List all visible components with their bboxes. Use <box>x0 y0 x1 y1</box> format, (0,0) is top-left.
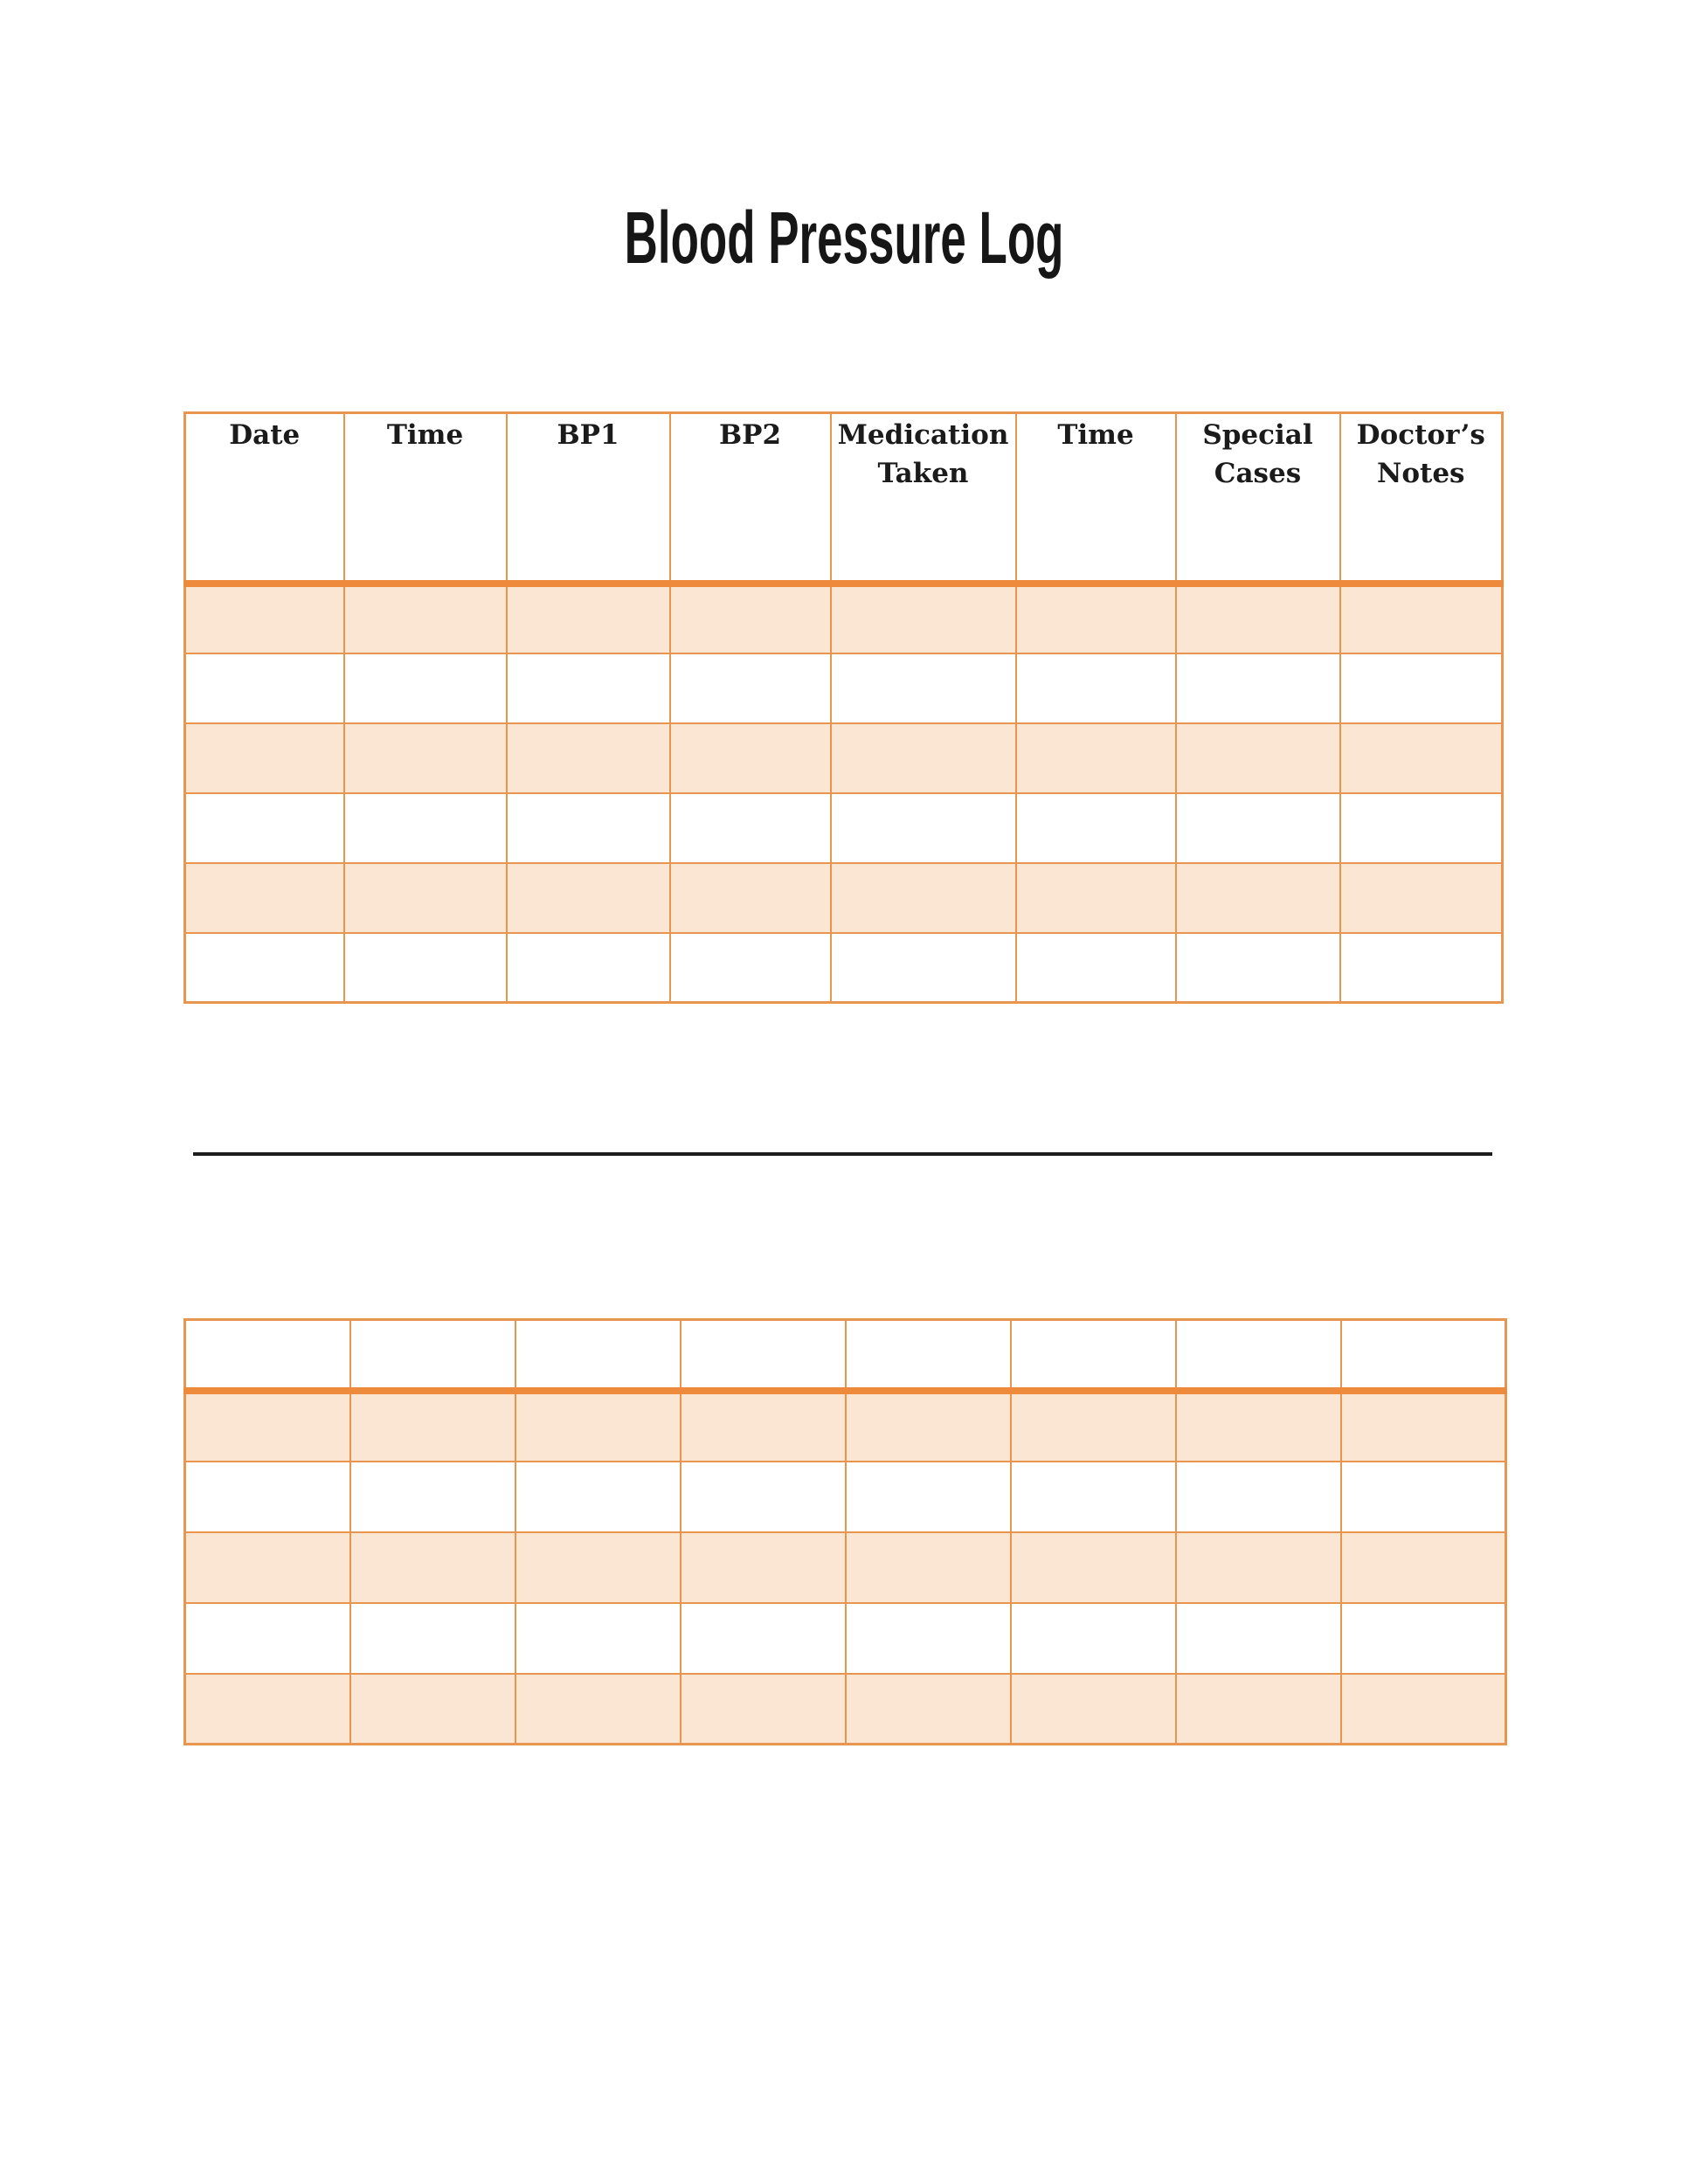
blood-pressure-table-2 <box>183 1318 1507 1745</box>
section-separator-line <box>193 1152 1492 1156</box>
table2-entry-row-5 <box>185 1603 1506 1674</box>
empty-cell <box>1340 653 1503 723</box>
header-cell-bp2: BP2 <box>670 413 831 584</box>
empty-cell <box>1176 1532 1341 1603</box>
empty-cell <box>681 1532 846 1603</box>
empty-cell <box>1011 1603 1176 1674</box>
empty-cell <box>344 584 507 653</box>
empty-cell <box>1341 1320 1506 1391</box>
header-cell-time-2: Time <box>1016 413 1176 584</box>
empty-cell <box>1011 1674 1176 1745</box>
empty-cell <box>670 723 831 793</box>
empty-cell <box>846 1532 1011 1603</box>
table1-entry-row-3 <box>185 723 1503 793</box>
empty-cell <box>350 1320 515 1391</box>
empty-cell <box>1341 1603 1506 1674</box>
empty-cell <box>846 1674 1011 1745</box>
empty-cell <box>350 1391 515 1462</box>
empty-cell <box>1016 933 1176 1003</box>
empty-cell <box>185 793 344 863</box>
empty-cell <box>846 1603 1011 1674</box>
empty-cell <box>344 863 507 933</box>
empty-cell <box>344 653 507 723</box>
empty-cell <box>350 1532 515 1603</box>
empty-cell <box>681 1320 846 1391</box>
empty-cell <box>1340 793 1503 863</box>
empty-cell <box>1176 653 1340 723</box>
empty-cell <box>670 863 831 933</box>
empty-cell <box>344 723 507 793</box>
empty-cell <box>681 1674 846 1745</box>
table1-entry-row-4 <box>185 793 1503 863</box>
empty-cell <box>846 1391 1011 1462</box>
empty-cell <box>831 723 1016 793</box>
empty-cell <box>1011 1462 1176 1532</box>
empty-cell <box>1341 1674 1506 1745</box>
empty-cell <box>507 584 670 653</box>
empty-cell <box>185 1532 350 1603</box>
empty-cell <box>185 653 344 723</box>
empty-cell <box>831 933 1016 1003</box>
empty-cell <box>670 653 831 723</box>
table1-entry-row-6 <box>185 933 1503 1003</box>
empty-cell <box>185 1462 350 1532</box>
empty-cell <box>185 723 344 793</box>
empty-cell <box>515 1320 681 1391</box>
empty-cell <box>1340 933 1503 1003</box>
empty-cell <box>185 1603 350 1674</box>
empty-cell <box>846 1462 1011 1532</box>
empty-cell <box>1176 933 1340 1003</box>
blood-pressure-table-1 <box>183 411 1504 1004</box>
table2-entry-row-4 <box>185 1532 1506 1603</box>
empty-cell <box>1176 1462 1341 1532</box>
table2-entry-row-2 <box>185 1391 1506 1462</box>
empty-cell <box>507 933 670 1003</box>
empty-cell <box>1341 1462 1506 1532</box>
empty-cell <box>350 1462 515 1532</box>
empty-cell <box>1016 793 1176 863</box>
table2-entry-row-6 <box>185 1674 1506 1745</box>
empty-cell <box>1176 1320 1341 1391</box>
empty-cell <box>831 863 1016 933</box>
empty-cell <box>515 1462 681 1532</box>
empty-cell <box>1016 653 1176 723</box>
empty-cell <box>344 793 507 863</box>
page-title <box>0 197 1688 279</box>
empty-cell <box>1016 723 1176 793</box>
empty-cell <box>1011 1391 1176 1462</box>
empty-cell <box>1341 1532 1506 1603</box>
header-cell-bp1: BP1 <box>507 413 670 584</box>
header-cell-medication-taken: Medication Taken <box>831 413 1016 584</box>
empty-cell <box>185 933 344 1003</box>
empty-cell <box>344 933 507 1003</box>
empty-cell <box>1176 1603 1341 1674</box>
empty-cell <box>515 1603 681 1674</box>
empty-cell <box>1176 584 1340 653</box>
table1-entry-row-2 <box>185 653 1503 723</box>
empty-cell <box>1011 1532 1176 1603</box>
empty-cell <box>185 863 344 933</box>
empty-cell <box>1340 584 1503 653</box>
empty-cell <box>1011 1320 1176 1391</box>
empty-cell <box>350 1674 515 1745</box>
empty-cell <box>350 1603 515 1674</box>
empty-cell <box>831 653 1016 723</box>
header-cell-date: Date <box>185 413 344 584</box>
empty-cell <box>1176 863 1340 933</box>
empty-cell <box>831 584 1016 653</box>
empty-cell <box>1176 793 1340 863</box>
empty-cell <box>1176 1674 1341 1745</box>
empty-cell <box>670 933 831 1003</box>
header-cell-time-1: Time <box>344 413 507 584</box>
empty-cell <box>670 584 831 653</box>
empty-cell <box>185 1391 350 1462</box>
empty-cell <box>185 1674 350 1745</box>
empty-cell <box>681 1603 846 1674</box>
empty-cell <box>1340 723 1503 793</box>
table1-entry-row-5 <box>185 863 1503 933</box>
header-cell-special-cases: Special Cases <box>1176 413 1340 584</box>
empty-cell <box>1176 1391 1341 1462</box>
empty-cell <box>515 1532 681 1603</box>
empty-cell <box>507 863 670 933</box>
empty-cell <box>507 723 670 793</box>
empty-cell <box>681 1391 846 1462</box>
empty-cell <box>515 1391 681 1462</box>
table1-header-row <box>185 413 1503 584</box>
empty-cell <box>185 584 344 653</box>
empty-cell <box>681 1462 846 1532</box>
empty-cell <box>1340 863 1503 933</box>
empty-cell <box>670 793 831 863</box>
empty-cell <box>507 793 670 863</box>
empty-cell <box>1016 584 1176 653</box>
empty-cell <box>831 793 1016 863</box>
header-cell-doctors-notes: Doctor’s Notes <box>1340 413 1503 584</box>
empty-cell <box>1016 863 1176 933</box>
table1-entry-row-1 <box>185 584 1503 653</box>
empty-cell <box>1176 723 1340 793</box>
empty-cell <box>515 1674 681 1745</box>
empty-cell <box>185 1320 350 1391</box>
table2-entry-row-1 <box>185 1320 1506 1391</box>
empty-cell <box>507 653 670 723</box>
page-title-text: Blood Pressure Log <box>624 197 1064 279</box>
table2-entry-row-3 <box>185 1462 1506 1532</box>
empty-cell <box>1341 1391 1506 1462</box>
empty-cell <box>846 1320 1011 1391</box>
